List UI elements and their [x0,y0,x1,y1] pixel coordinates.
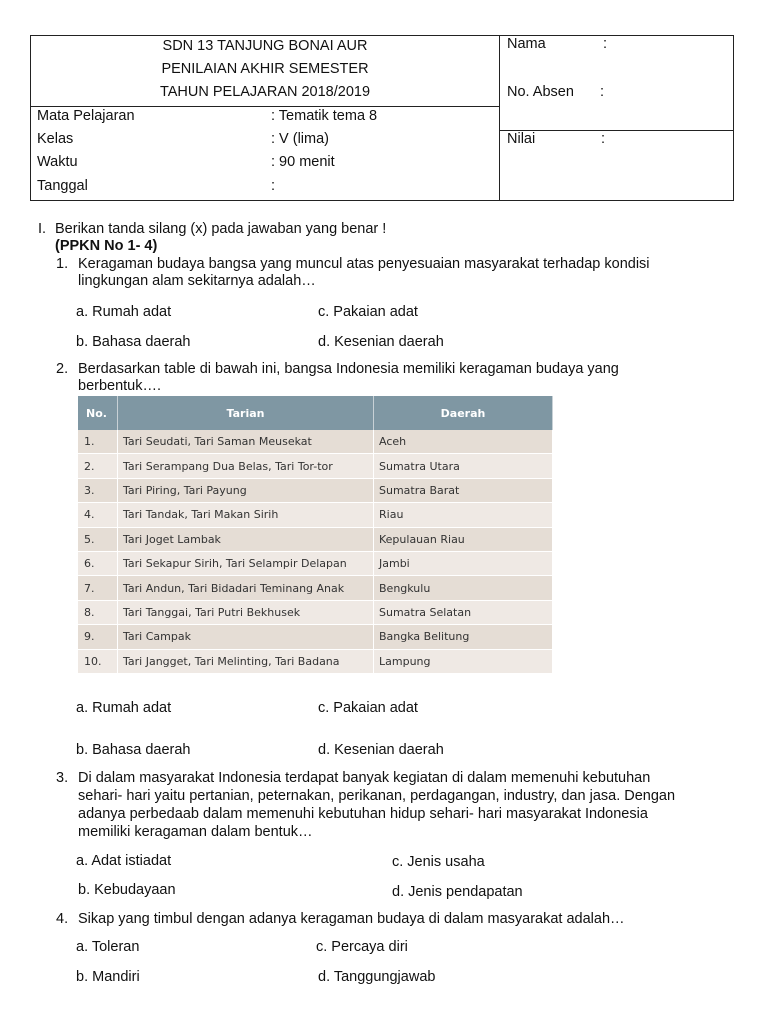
question-number: 2. [56,361,69,377]
cell-no: 7. [78,576,118,600]
question-text: Keragaman budaya bangsa yang muncul atas penyesuaian masyarakat terhadap kondisi [78,256,650,272]
field-value-date: : [271,178,276,194]
cell-region: Sumatra Selatan [374,600,553,624]
cell-region: Sumatra Utara [374,454,553,478]
section-number: I. [38,221,47,237]
field-label-absen: No. Absen [507,84,574,100]
question-text: Sikap yang timbul dengan adanya keragaman budaya di dalam masyarakat adalah… [78,911,625,927]
question-number: 3. [56,770,69,786]
cell-dance: Tari Seudati, Tari Saman Meusekat [118,430,374,454]
cell-region: Sumatra Barat [374,478,553,502]
option-c[interactable]: c. Pakaian adat [318,700,418,716]
question-text: lingkungan alam sekitarnya adalah… [78,273,316,289]
field-label-time: Waktu [37,154,78,170]
field-value-subject: : Tematik tema 8 [271,108,378,124]
cell-no: 8. [78,600,118,624]
column-header-no: No. [78,396,118,430]
cell-no: 10. [78,649,118,673]
option-b[interactable]: b. Kebudayaan [78,882,176,898]
question-text: sehari- hari yaitu pertanian, peternakan, perikanan, perdagangan, industry, dan jasa. Dengan [78,788,676,804]
table-row [78,527,553,551]
option-d[interactable]: d. Kesenian daerah [318,334,444,350]
cell-no: 5. [78,527,118,551]
field-colon-name: : [603,36,608,52]
table-row [78,503,553,527]
option-b[interactable]: b. Bahasa daerah [76,742,191,758]
cell-region: Kepulauan Riau [374,527,553,551]
column-header-dance: Tarian [118,396,374,430]
cell-no: 2. [78,454,118,478]
field-value-class: : V (lima) [271,131,329,147]
cell-no: 1. [78,430,118,454]
dance-table-header [78,396,553,430]
table-row [78,454,553,478]
table-row [78,478,553,502]
cell-dance: Tari Joget Lambak [118,527,374,551]
option-b[interactable]: b. Bahasa daerah [76,334,191,350]
academic-year: TAHUN PELAJARAN 2018/2019 [159,84,371,100]
option-c[interactable]: c. Jenis usaha [392,854,485,870]
table-row [78,551,553,575]
cell-dance: Tari Piring, Tari Payung [118,478,374,502]
field-colon-absen: : [600,84,605,100]
question-text: berbentuk…. [78,378,162,394]
field-colon-score: : [601,131,606,147]
question-text: memiliki keragaman dalam bentuk… [78,824,313,840]
question-text: Di dalam masyarakat Indonesia terdapat banyak kegiatan di dalam memenuhi kebutuhan [78,770,651,786]
section-subtitle: (PPKN No 1- 4) [55,238,158,254]
question-text: adanya perbedaab dalam memenuhi kebutuhan hidup sehari- hari masyarakat Indonesia [78,806,648,822]
cell-dance: Tari Tanggai, Tari Putri Bekhusek [118,600,374,624]
question-number: 1. [56,256,69,272]
option-c[interactable]: c. Pakaian adat [318,304,418,320]
table-row [78,576,553,600]
field-label-name: Nama [507,36,546,52]
option-d[interactable]: d. Tanggungjawab [318,969,436,985]
cell-no: 6. [78,551,118,575]
question-text: Berdasarkan table di bawah ini, bangsa Indonesia memiliki keragaman budaya yang [78,361,619,377]
cell-region: Riau [374,503,553,527]
option-b[interactable]: b. Mandiri [76,969,140,985]
cell-region: Bangka Belitung [374,625,553,649]
dance-table [78,396,553,674]
option-d[interactable]: d. Kesenian daerah [318,742,444,758]
field-label-class: Kelas [37,131,74,147]
option-a[interactable]: a. Adat istiadat [76,853,172,869]
cell-dance: Tari Tandak, Tari Makan Sirih [118,503,374,527]
table-row [78,430,553,454]
question-number: 4. [56,911,69,927]
section-instruction: Berikan tanda silang (x) pada jawaban yang benar ! [55,221,387,237]
field-value-time: : 90 menit [271,154,335,170]
cell-region: Bengkulu [374,576,553,600]
cell-dance: Tari Serampang Dua Belas, Tari Tor-tor [118,454,374,478]
header-divider [499,36,500,200]
cell-dance: Tari Campak [118,625,374,649]
option-c[interactable]: c. Percaya diri [316,939,408,955]
option-d[interactable]: d. Jenis pendapatan [392,884,523,900]
header-rule [31,106,499,107]
cell-no: 9. [78,625,118,649]
cell-region: Lampung [374,649,553,673]
exam-title: PENILAIAN AKHIR SEMESTER [161,61,369,77]
option-a[interactable]: a. Toleran [76,939,140,955]
cell-dance: Tari Andun, Tari Bidadari Teminang Anak [118,576,374,600]
cell-no: 3. [78,478,118,502]
field-label-date: Tanggal [37,178,88,194]
table-row [78,600,553,624]
table-row [78,649,553,673]
cell-dance: Tari Sekapur Sirih, Tari Selampir Delapan [118,551,374,575]
school-name: SDN 13 TANJUNG BONAI AUR [162,38,368,54]
option-a[interactable]: a. Rumah adat [76,304,172,320]
cell-region: Jambi [374,551,553,575]
field-label-score: Nilai [507,131,536,147]
table-row [78,625,553,649]
column-header-region: Daerah [374,396,553,430]
cell-dance: Tari Jangget, Tari Melinting, Tari Badana [118,649,374,673]
exam-header-table [30,35,734,201]
cell-region: Aceh [374,430,553,454]
option-a[interactable]: a. Rumah adat [76,700,172,716]
cell-no: 4. [78,503,118,527]
field-label-subject: Mata Pelajaran [37,108,135,124]
